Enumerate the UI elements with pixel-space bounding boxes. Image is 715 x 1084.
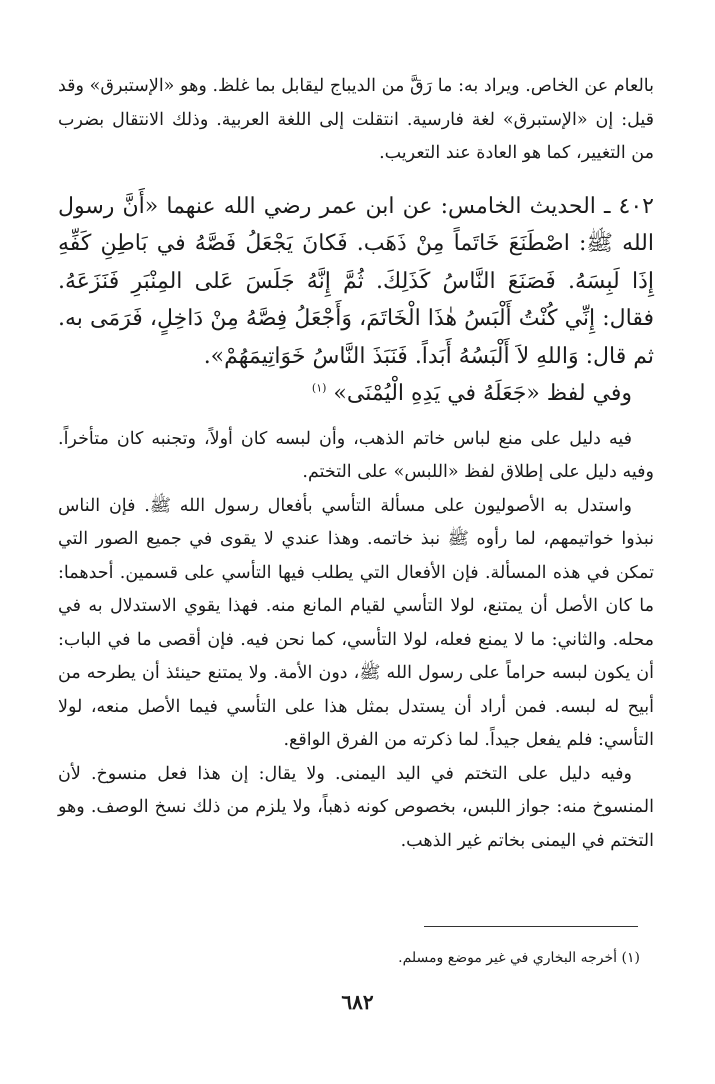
- footnote-marker: (١): [311, 381, 327, 395]
- hadith-variant: [58, 375, 654, 413]
- hadith-block: [58, 188, 654, 413]
- commentary-paragraph-2: واستدل به الأصوليون على مسألة التأسي بأفعال رسول الله ﷺ. فإن الناس نبذوا خواتيمهم، لما رأوه ﷺ نبذ خاتمه. وهذا عندي لا يقوى في جميع الصور التي تمكن في هذه المسألة. فإن الأفعال التي يطلب فيها التأسي على قسمين. أحدهما: ما كان الأصل أن يمتنع، لولا التأسي لقيام المانع منه. فهذا يقوي الاستدلال به في محله. والثاني: ما لا يمنع فعله، لولا التأسي، كما نحن فيه. فإن أقصى ما في الباب: أن يكون لبسه حراماً على رسول الله ﷺ، دون الأمة. ولا يمتنع حينئذ أن يطرحه من أبيح له لبسه. فمن أراد أن يستدل بمثل هذا على التأسي فيما الأصل منعه، لولا التأسي: فلم يفعل جيداً. لما ذكرته من الفرق الواقع.: [58, 495, 654, 750]
- commentary-paragraph-1: فيه دليل على منع لباس خاتم الذهب، وأن لبسه كان أولاً، وتجنبه كان متأخراً. وفيه دليل على إطلاق لفظ «اللبس» على التختم.: [58, 428, 654, 482]
- footnote: (١) أخرجه البخاري في غير موضع ومسلم.: [398, 950, 640, 966]
- footnote-divider: [424, 926, 638, 927]
- commentary: [58, 423, 654, 859]
- hadith-text: ٤٠٢ ـ الحديث الخامس: عن ابن عمر رضي الله عنهما «أَنَّ رسول الله ﷺ: اصْطَنَعَ خَاتَماً مِنْ ذَهَب. فَكانَ يَجْعَلُ فَصَّهُ في بَاطِنِ كَفِّهِ إِذَا لَبِسَهُ. فَصَنَعَ النَّاسُ كَذَلِكَ. ثُمَّ إِنَّهُ جَلَسَ عَلى المِنْبَرِ فَنَزَعَهُ. فقال: إِنِّي كُنْتُ أَلْبَسُ هٰذَا الْخَاتَمَ، وَأَجْعَلُ فِصَّهُ مِنْ دَاخِلٍ، فَرَمَى به. ثم قال: وَاللهِ لاَ أَلْبَسُهُ أَبَداً. فَنَبَذَ النَّاسُ خَوَاتِيمَهُمْ».: [58, 193, 654, 369]
- page-body: [58, 70, 654, 858]
- intro-paragraph: بالعام عن الخاص. ويراد به: ما رَقَّ من الديباج ليقابل بما غلظ. وهو «الإستبرق» وقد قيل: إن «الإستبرق» لغة فارسية. انتقلت إلى اللغة العربية. وذلك الانتقال بضرب من التغيير، كما هو العادة عند التعريب.: [58, 76, 654, 163]
- commentary-paragraph-3: وفيه دليل على التختم في اليد اليمنى. ولا يقال: إن هذا فعل منسوخ. لأن المنسوخ منه: جواز اللبس، بخصوص كونه ذهباً، ولا يلزم من ذلك نسخ الوصف. وهو التختم في اليمنى بخاتم غير الذهب.: [58, 763, 654, 851]
- variant-text: وفي لفظ «جَعَلَهُ في يَدِهِ الْيُمْنَى»: [333, 381, 632, 406]
- page-number: ٦٨٢: [341, 990, 374, 1014]
